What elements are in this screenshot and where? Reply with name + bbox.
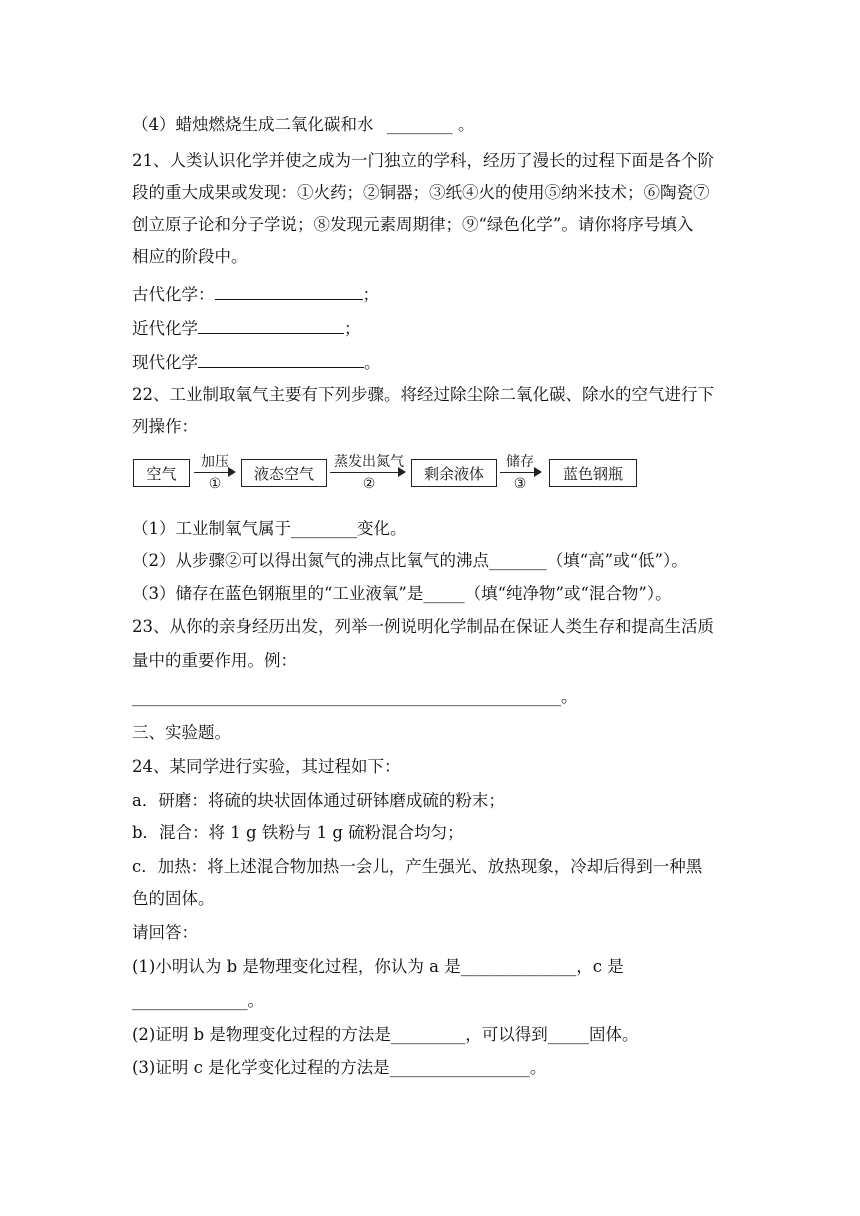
flow-step2-number: ② [362,476,376,492]
modern-chemistry-row [132,316,361,340]
q24-sub2-mid: ，可以得到 [465,1025,548,1044]
q24-sub2-end: 固体。 [588,1025,639,1044]
answer-blank[interactable]: _________ [390,1025,466,1044]
q22-sub3-end: （填“纯净物”或“混合物”）。 [464,584,672,603]
contemporary-chemistry-row [132,350,381,374]
flow-step1-label: 加压 [201,454,229,470]
flow-step3-number: ③ [513,476,527,492]
ancient-chemistry-row [132,282,379,306]
q24-sub1-row1 [132,956,624,978]
q24-sub2 [132,1024,638,1046]
answer-blank[interactable]: _________________ [389,1058,530,1077]
q22-sub2 [132,550,688,572]
q23-line2: 量中的重要作用。例： [132,651,297,670]
answer-blank[interactable]: _____ [423,584,465,603]
q22-sub3-text: （3）储存在蓝色钢瓶里的“工业液氧”是 [132,584,424,603]
q22-sub1-end: 变化。 [357,519,407,538]
q24-step-c-line2: 色的固体。 [132,889,215,908]
answer-blank[interactable]: _____ [547,1025,589,1044]
q24-step-c-line1: c．加热：将上述混合物加热一会儿，产生强光、放热现象，冷却后得到一种黑 [132,857,703,876]
ancient-answer-line[interactable] [215,282,363,300]
answer-blank[interactable]: ________ [386,115,453,134]
q24-step-b: b．混合：将 1 g 铁粉与 1 g 硫粉混合均匀； [132,823,464,842]
q22-sub2-text: （2）从步骤②可以得出氮气的沸点比氧气的沸点 [132,551,489,570]
q21-line3: 创立原子论和分子学说；⑧发现元素周期律；⑨“绿色化学”。请你将序号填入 [132,215,694,234]
q22-sub1 [132,518,407,540]
flow-box-liquid-air: 液态空气 [241,459,327,487]
q22-sub3 [132,583,672,605]
q24-sub3-end: 。 [529,1058,547,1077]
q20-item4-end: 。 [458,115,475,134]
q23-line1: 23、从你的亲身经历出发，列举一例说明化学制品在保证人类生存和提高生活质 [132,617,714,636]
contemporary-label: 现代化学 [132,353,198,372]
oxygen-production-flowchart [133,455,638,497]
q24-ask: 请回答： [132,923,198,942]
q22-line1: 22、工业制取氧气主要有下列步骤。将经过除尘除二氧化碳、除水的空气进行下 [132,385,714,404]
q24-intro: 24、某同学进行实验，其过程如下： [132,757,401,776]
q21-line1: 21、人类认识化学并使之成为一门独立的学科，经历了漫长的过程下面是各个阶 [132,151,714,170]
contemporary-end: 。 [364,353,381,372]
q24-sub1-row2 [132,990,264,1012]
q23-end: 。 [561,687,578,706]
q20-item4-text: （4）蜡烛燃烧生成二氧化碳和水 [132,115,374,134]
modern-end: ； [344,319,361,338]
flow-box-remaining-liquid: 剩余液体 [411,459,497,487]
answer-blank[interactable]: ____________________________________________________ [132,687,561,706]
modern-answer-line[interactable] [198,316,344,334]
q24-sub1-mid: ，c 是 [576,957,624,976]
q20-item4 [132,114,475,136]
q22-sub2-end: （填“高”或“低”）。 [546,551,688,570]
flow-step2-label: 蒸发出氮气 [334,454,404,470]
q24-sub1-text: (1)小明认为 b 是物理变化过程，你认为 a 是 [132,957,461,976]
q21-line2: 段的重大成果或发现：①火药；②铜器；③纸④火的使用⑤纳米技术；⑥陶瓷⑦ [132,183,710,202]
q21-line4: 相应的阶段中。 [132,247,248,266]
contemporary-answer-line[interactable] [198,350,364,368]
answer-blank[interactable]: ______________ [132,991,248,1010]
answer-blank[interactable]: ______________ [460,957,577,976]
q24-sub1-end: 。 [247,991,264,1010]
q22-sub1-text: （1）工业制氧气属于 [132,519,291,538]
ancient-label: 古代化学： [132,285,215,304]
flow-arrow-2 [330,472,404,473]
q24-step-a: a．研磨：将硫的块状固体通过研钵磨成硫的粉末； [132,791,505,810]
flow-box-air: 空气 [133,459,190,487]
flow-arrow-1 [194,472,234,473]
q24-sub3-text: (3)证明 c 是化学变化过程的方法是 [132,1058,390,1077]
q22-line2: 列操作： [132,417,198,436]
q24-sub3 [132,1057,546,1079]
flow-arrow-3 [500,472,540,473]
q24-sub2-text: (2)证明 b 是物理变化过程的方法是 [132,1025,391,1044]
flow-step1-number: ① [208,476,222,492]
q23-answer-row [132,686,578,708]
flow-box-blue-cylinder: 蓝色钢瓶 [549,459,637,487]
modern-label: 近代化学 [132,319,198,338]
ancient-end: ； [362,285,379,304]
answer-blank[interactable]: ________ [291,519,357,538]
answer-blank[interactable]: _______ [489,551,547,570]
flow-step3-label: 储存 [506,454,534,470]
section-heading: 三、实验题。 [132,723,231,742]
